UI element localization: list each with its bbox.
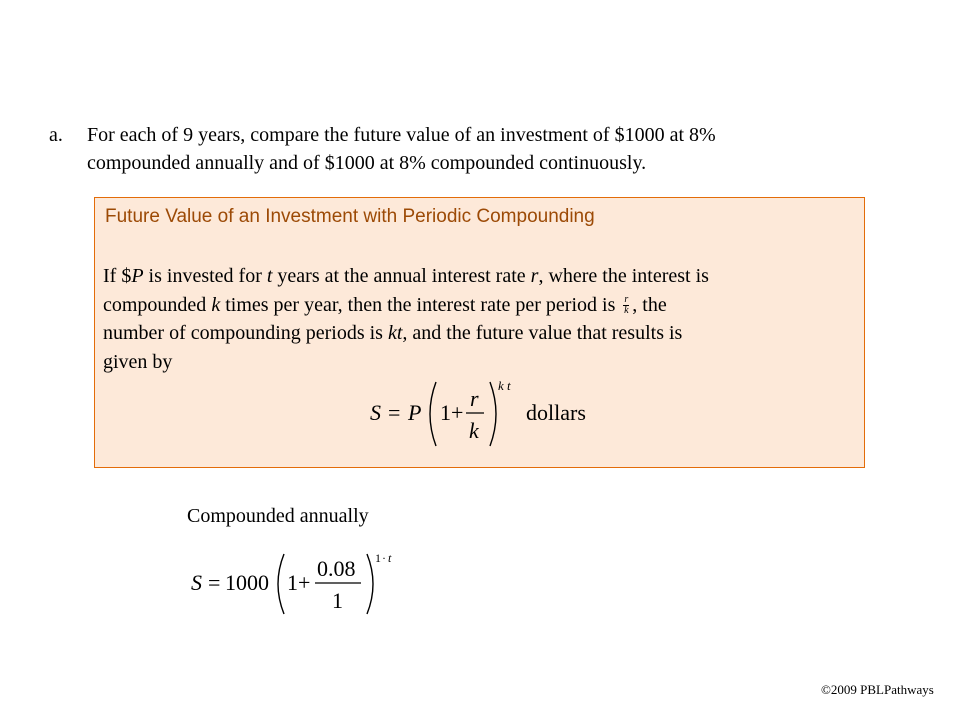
question-line-2: compounded annually and of $1000 at 8% compounded continuously. <box>87 152 647 174</box>
definition-title: Future Value of an Investment with Periodic Compounding <box>105 206 595 227</box>
annual-formula-exponent-b: t <box>388 551 392 565</box>
copyright-notice: ©2009 PBLPathways <box>821 682 934 697</box>
formula-numerator: r <box>470 386 479 411</box>
annual-formula-right-paren <box>367 554 373 614</box>
annual-formula-exponent-a: 1 <box>375 551 381 565</box>
compounded-annually-label: Compounded annually <box>187 505 369 527</box>
annual-formula-lhs: S <box>191 570 202 595</box>
definition-line-3: number of compounding periods is kt, and the future value that results is <box>103 322 683 344</box>
formula-left-paren <box>430 382 436 446</box>
definition-line-2: compounded k times per year, then the interest rate per period is $\frac{r}{k}$ , the <box>103 293 667 317</box>
formula-unit: dollars <box>526 400 586 425</box>
formula-lhs: S <box>370 400 381 425</box>
annual-formula-exponent-dot: · <box>382 551 386 565</box>
annual-formula-left-paren <box>278 554 284 614</box>
annual-formula-one-plus: 1+ <box>287 570 311 595</box>
question-text <box>87 121 867 177</box>
formula-right-paren <box>490 382 496 446</box>
rate-fraction: $\frac{r}{k}$ <box>624 294 629 317</box>
future-value-formula <box>360 376 600 452</box>
definition-line-4: given by <box>103 350 173 373</box>
question-line-1: For each of 9 years, compare the future value of an investment of $1000 at 8% <box>87 124 716 146</box>
annual-formula-numerator: 0.08 <box>317 556 356 581</box>
annual-formula-denominator: 1 <box>332 588 343 613</box>
formula-equals: = <box>388 400 401 425</box>
annual-formula-equals: = <box>208 570 221 595</box>
formula-denominator: k <box>469 418 479 443</box>
question-marker: a. <box>49 124 63 146</box>
definition-body <box>103 262 843 376</box>
formula-exponent: k t <box>498 378 511 393</box>
formula-one-plus: 1+ <box>440 400 464 425</box>
annual-formula-principal: 1000 <box>225 570 269 595</box>
definition-line-1: If $P is invested for t years at the annual interest rate r, where the interest is <box>103 265 709 287</box>
annual-formula <box>189 548 399 620</box>
formula-principal: P <box>408 400 422 425</box>
